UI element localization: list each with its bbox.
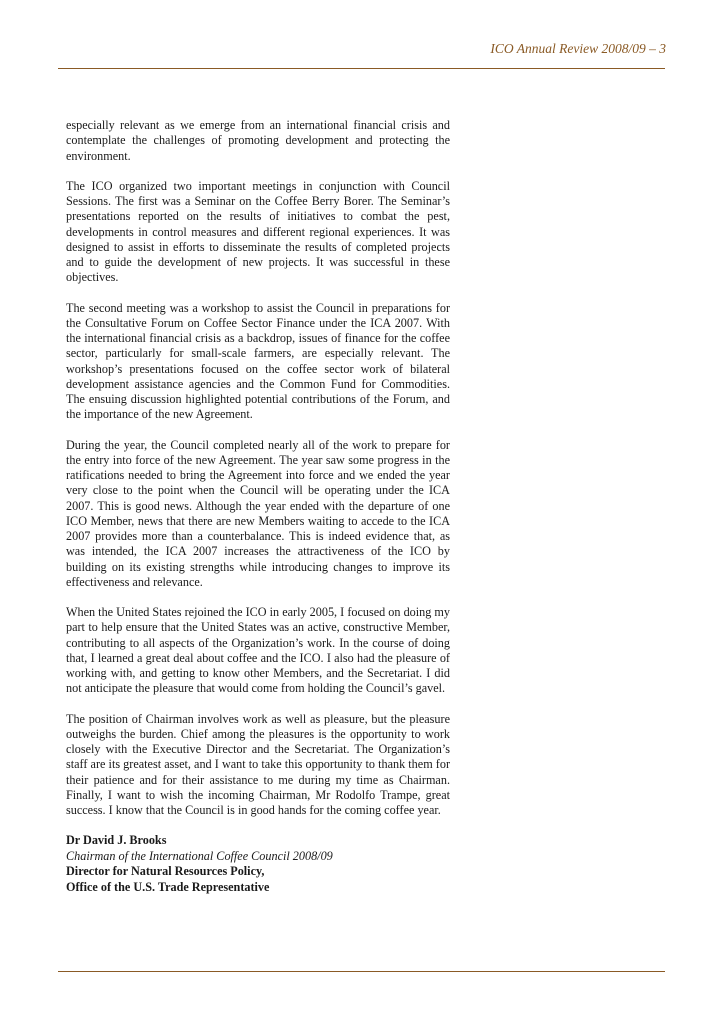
signature-block (66, 833, 450, 895)
footer-divider (58, 971, 665, 972)
paragraph: The second meeting was a workshop to assist the Council in preparations for the Consultative Forum on Coffee Sector Finance under the ICA 2007. With the international financial crisis as a backdrop, issues of finance for the coffee sector, particularly for small-scale farmers, are especially relevant. The workshop’s presentations focused on the coffee sector work of bilateral development assistance agencies and the Common Fund for Commodities. The ensuing discussion highlighted potential contributions of the Forum, and the importance of the new Agreement. (66, 300, 450, 422)
body-text (66, 118, 450, 895)
header-divider (58, 68, 665, 69)
paragraph: The position of Chairman involves work as well as pleasure, but the pleasure outweighs the burden. Chief among the pleasures is the opportunity to work closely with the Executive Director and the Secretariat. The Organization’s staff are its greatest asset, and I want to take this opportunity to thank them for their patience and for their assistance to me during my time as Chairman. Finally, I want to wish the incoming Chairman, Mr Rodolfo Trampe, great success. I know that the Council is in good hands for the coming coffee year. (66, 711, 450, 817)
paragraph: When the United States rejoined the ICO in early 2005, I focused on doing my part to help ensure that the United States was an active, constructive Member, contributing to all aspects of the Organization’s work. In the course of doing that, I learned a great deal about coffee and the ICO. I also had the pleasure of working with, and getting to know other Members, and the Secretariat. I did not anticipate the pleasure that would come from holding the Council’s gavel. (66, 605, 450, 696)
signatory-role: Chairman of the International Coffee Council 2008/09 (66, 848, 333, 863)
paragraph: The ICO organized two important meetings in conjunction with Council Sessions. The first was a Seminar on the Coffee Berry Borer. The Seminar’s presentations reported on the results of initiatives to combat the pest, developments in control measures and different regional experiences. It was designed to assist in efforts to disseminate the results of completed projects and to guide the development of new projects. It was successful in these objectives. (66, 178, 450, 285)
running-header: ICO Annual Review 2008/09 – 3 (490, 41, 666, 56)
signatory-name: Dr David J. Brooks (66, 833, 167, 848)
signatory-office: Office of the U.S. Trade Representative (66, 879, 270, 894)
signatory-position: Director for Natural Resources Policy, (66, 864, 265, 879)
paragraph: especially relevant as we emerge from an international financial crisis and contemplate the challenges of promoting development and protecting the environment. (66, 118, 450, 163)
paragraph: During the year, the Council completed nearly all of the work to prepare for the entry into force of the new Agreement. The year saw some progress in the ratifications needed to bring the Agreement into force and we ended the year very close to the point when the Council will be operating under the ICA 2007. This is good news. Although the year ended with the departure of one ICO Member, news that there are new Members waiting to accede to the ICA 2007 provides more than a counterbalance. This is indeed evidence that, as was intended, the ICA 2007 increases the attractiveness of the ICO by building on its existing strengths while introducing changes to improve its effectiveness and relevance. (66, 437, 450, 589)
